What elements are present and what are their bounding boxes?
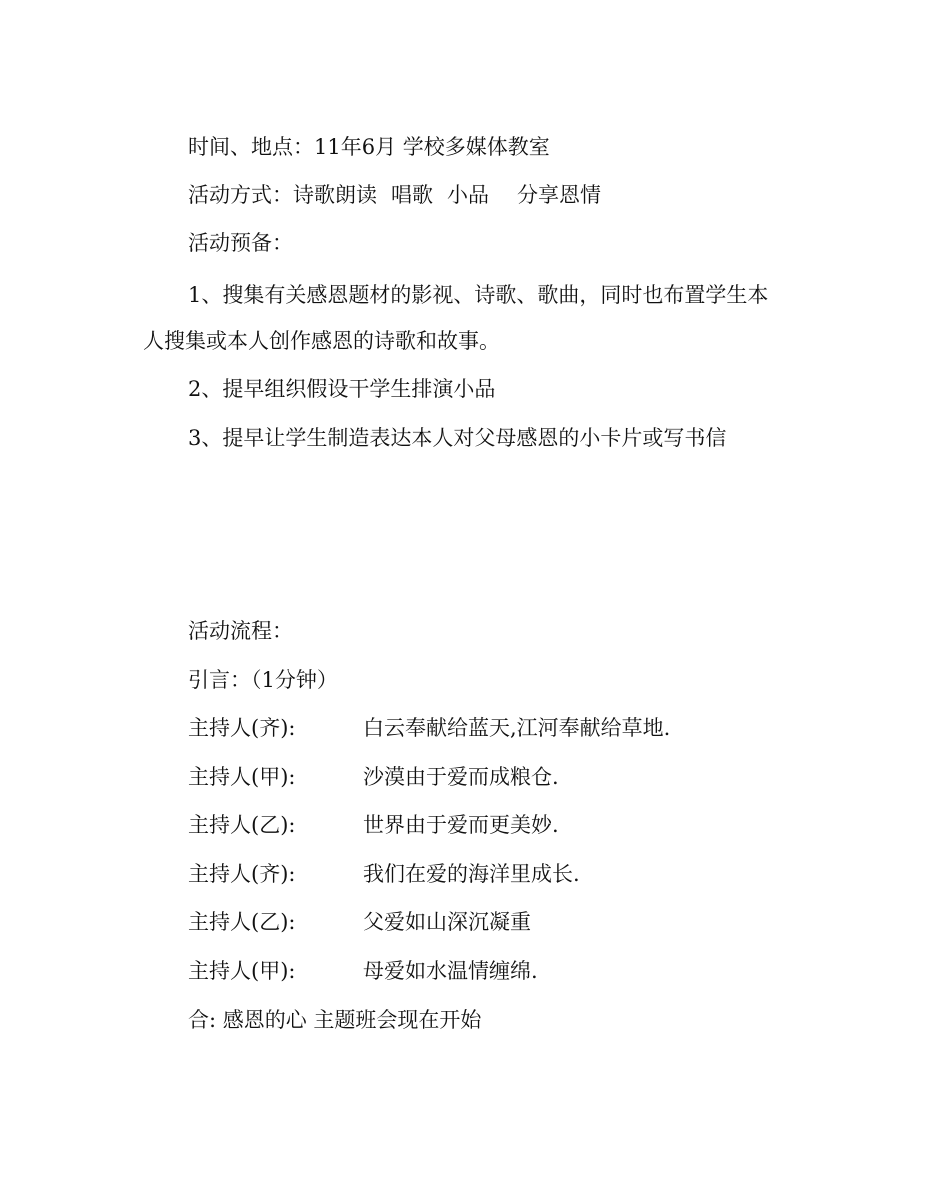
dialogue-text: 父爱如山深沉凝重	[363, 910, 531, 934]
prep-item-1-line-1: 1、搜集有关感恩题材的影视、诗歌、歌曲，同时也布置学生本	[188, 283, 769, 307]
dialogue-row	[188, 957, 538, 985]
dialogue-speaker: 主持人(乙):	[188, 910, 296, 934]
method-label: 活动方式：诗歌朗读	[188, 183, 377, 207]
method-item: 唱歌	[391, 183, 433, 207]
dialogue-row	[188, 811, 559, 839]
dialogue-speaker: 主持人(甲):	[188, 959, 296, 983]
intro-line: 引言：（1分钟）	[188, 668, 338, 692]
prep-item-3: 3、提早让学生制造表达本人对父母感恩的小卡片或写书信	[188, 426, 727, 450]
dialogue-text: 母爱如水温情缠绵.	[363, 959, 538, 983]
dialogue-text: 我们在爱的海洋里成长.	[363, 862, 580, 886]
time-place-line: 时间、地点：11年6月 学校多媒体教室	[188, 135, 550, 159]
dialogue-speaker: 主持人(齐):	[188, 862, 296, 886]
flow-heading: 活动流程：	[188, 619, 293, 643]
dialogue-text: 世界由于爱而更美妙.	[363, 813, 559, 837]
dialogue-row	[188, 763, 559, 791]
prep-heading: 活动预备：	[188, 231, 293, 255]
dialogue-row	[188, 714, 670, 742]
activity-method-line	[188, 181, 601, 209]
dialogue-text: 白云奉献给蓝天,江河奉献给草地.	[363, 716, 671, 740]
method-item: 小品	[447, 183, 489, 207]
dialogue-row	[188, 908, 531, 936]
prep-item-1-line-2: 人搜集或本人创作感恩的诗歌和故事。	[143, 329, 500, 353]
dialogue-speaker: 主持人(甲):	[188, 765, 296, 789]
prep-item-2: 2、提早组织假设干学生排演小品	[188, 377, 496, 401]
dialogue-speaker: 主持人(乙):	[188, 813, 296, 837]
dialogue-speaker: 主持人(齐):	[188, 716, 296, 740]
dialogue-text: 沙漠由于爱而成粮仓.	[363, 765, 559, 789]
dialogue-row	[188, 860, 580, 888]
method-item: 分享恩情	[517, 183, 601, 207]
closing-line: 合: 感恩的心 主题班会现在开始	[188, 1008, 482, 1032]
